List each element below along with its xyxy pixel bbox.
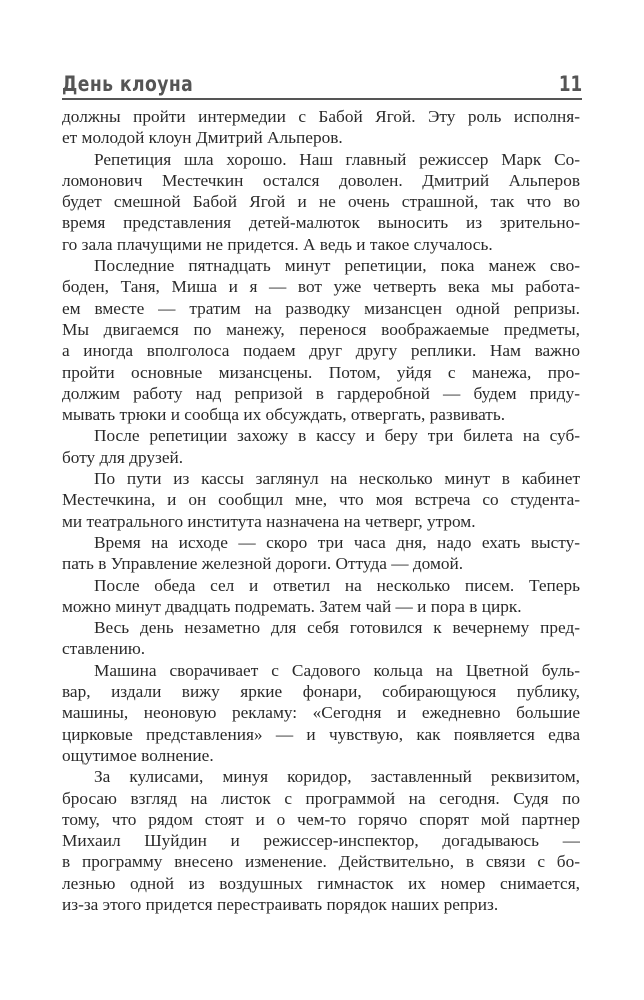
text-line: время представления детей-малюток выносить из зрительно-	[62, 213, 580, 233]
paragraph	[62, 660, 580, 766]
body-text	[62, 106, 580, 915]
text-line: По пути из кассы заглянул на несколько минут в кабинет	[94, 469, 580, 489]
paragraph	[62, 106, 580, 149]
text-line: должны пройти интермедии с Бабой Ягой. Эту роль исполня-	[62, 107, 580, 126]
paragraph	[62, 766, 580, 915]
text-line: ми театрального института назначена на четверг, утром.	[62, 511, 476, 531]
text-line: боден, Таня, Миша и я — вот уже четверть века мы работа-	[62, 277, 580, 297]
text-line: цирковые представления» — и чувствую, как появляется едва	[62, 724, 580, 744]
text-line: из-за этого придется перестраивать порядок наших реприз.	[62, 894, 499, 914]
text-line: После репетиции захожу в кассу и беру три билета на суб-	[94, 426, 580, 446]
text-line: ощутимое волнение.	[62, 745, 214, 765]
text-line: можно минут двадцать подремать. Затем чай — и пора в цирк.	[62, 596, 522, 616]
paragraph	[62, 255, 580, 425]
text-line: мывать трюки и сообща их обсуждать, отвергать, развивать.	[62, 405, 506, 425]
text-line: тому, что рядом стоят и о чем-то горячо спорят мой партнер	[62, 809, 580, 829]
text-line: в программу внесено изменение. Действительно, в связи с бо-	[62, 852, 580, 872]
paragraph	[62, 468, 580, 532]
text-line: Мы двигаемся по манежу, перенося воображаемые предметы,	[62, 319, 580, 339]
text-line: бросаю взгляд на листок с программой на сегодня. Судя по	[62, 788, 580, 808]
text-line: Местечкина, и он сообщил мне, что моя встреча со студента-	[62, 490, 580, 510]
text-line: пройти основные мизансцены. Потом, уйдя с манежа, про-	[62, 362, 580, 382]
text-line: Последние пятнадцать минут репетиции, пока манеж сво-	[94, 256, 580, 276]
page-number: 11	[558, 72, 582, 96]
text-line: вар, издали вижу яркие фонари, собирающуюся публику,	[62, 682, 580, 702]
paragraph	[62, 575, 580, 618]
paragraph	[62, 532, 580, 575]
text-line: После обеда сел и ответил на несколько писем. Теперь	[94, 575, 580, 595]
text-line: ломонович Местечкин остался доволен. Дмитрий Альперов	[62, 170, 580, 190]
text-line: будет смешной Бабой Ягой и не очень страшной, так что во	[62, 192, 580, 212]
text-line: машины, неоновую рекламу: «Сегодня и ежедневно большие	[62, 703, 580, 723]
text-line: Михаил Шуйдин и режиссер-инспектор, догадываюсь —	[62, 831, 580, 851]
text-line: должим работу над репризой в гардеробной — будем приду-	[62, 383, 580, 403]
text-line: Репетиция шла хорошо. Наш главный режиссер Марк Со-	[94, 149, 580, 169]
text-line: Время на исходе — скоро три часа дня, надо ехать высту-	[94, 532, 580, 552]
text-line: Машина сворачивает с Садового кольца на Цветной буль-	[94, 660, 580, 680]
running-title: День клоуна	[62, 72, 194, 96]
text-line: боту для друзей.	[62, 447, 184, 467]
text-line: а иногда вполголоса подаем друг другу реплики. Нам важно	[62, 341, 580, 361]
text-line: ставлению.	[62, 639, 146, 659]
text-line: ет молодой клоун Дмитрий Альперов.	[62, 128, 343, 148]
text-line: За кулисами, минуя коридор, заставленный реквизитом,	[94, 767, 580, 787]
running-header	[62, 66, 582, 100]
paragraph	[62, 425, 580, 468]
text-line: го зала плачущими не придется. А ведь и такое случалось.	[62, 234, 493, 254]
text-line: ем вместе — тратим на разводку мизансцен одной репризы.	[62, 298, 580, 318]
text-line: Весь день незаметно для себя готовился к вечернему пред-	[94, 618, 580, 638]
text-line: лезнью одной из воздушных гимнасток их номер снимается,	[62, 873, 580, 893]
paragraph	[62, 149, 580, 255]
paragraph	[62, 617, 580, 660]
text-line: пать в Управление железной дороги. Оттуда — домой.	[62, 554, 464, 574]
